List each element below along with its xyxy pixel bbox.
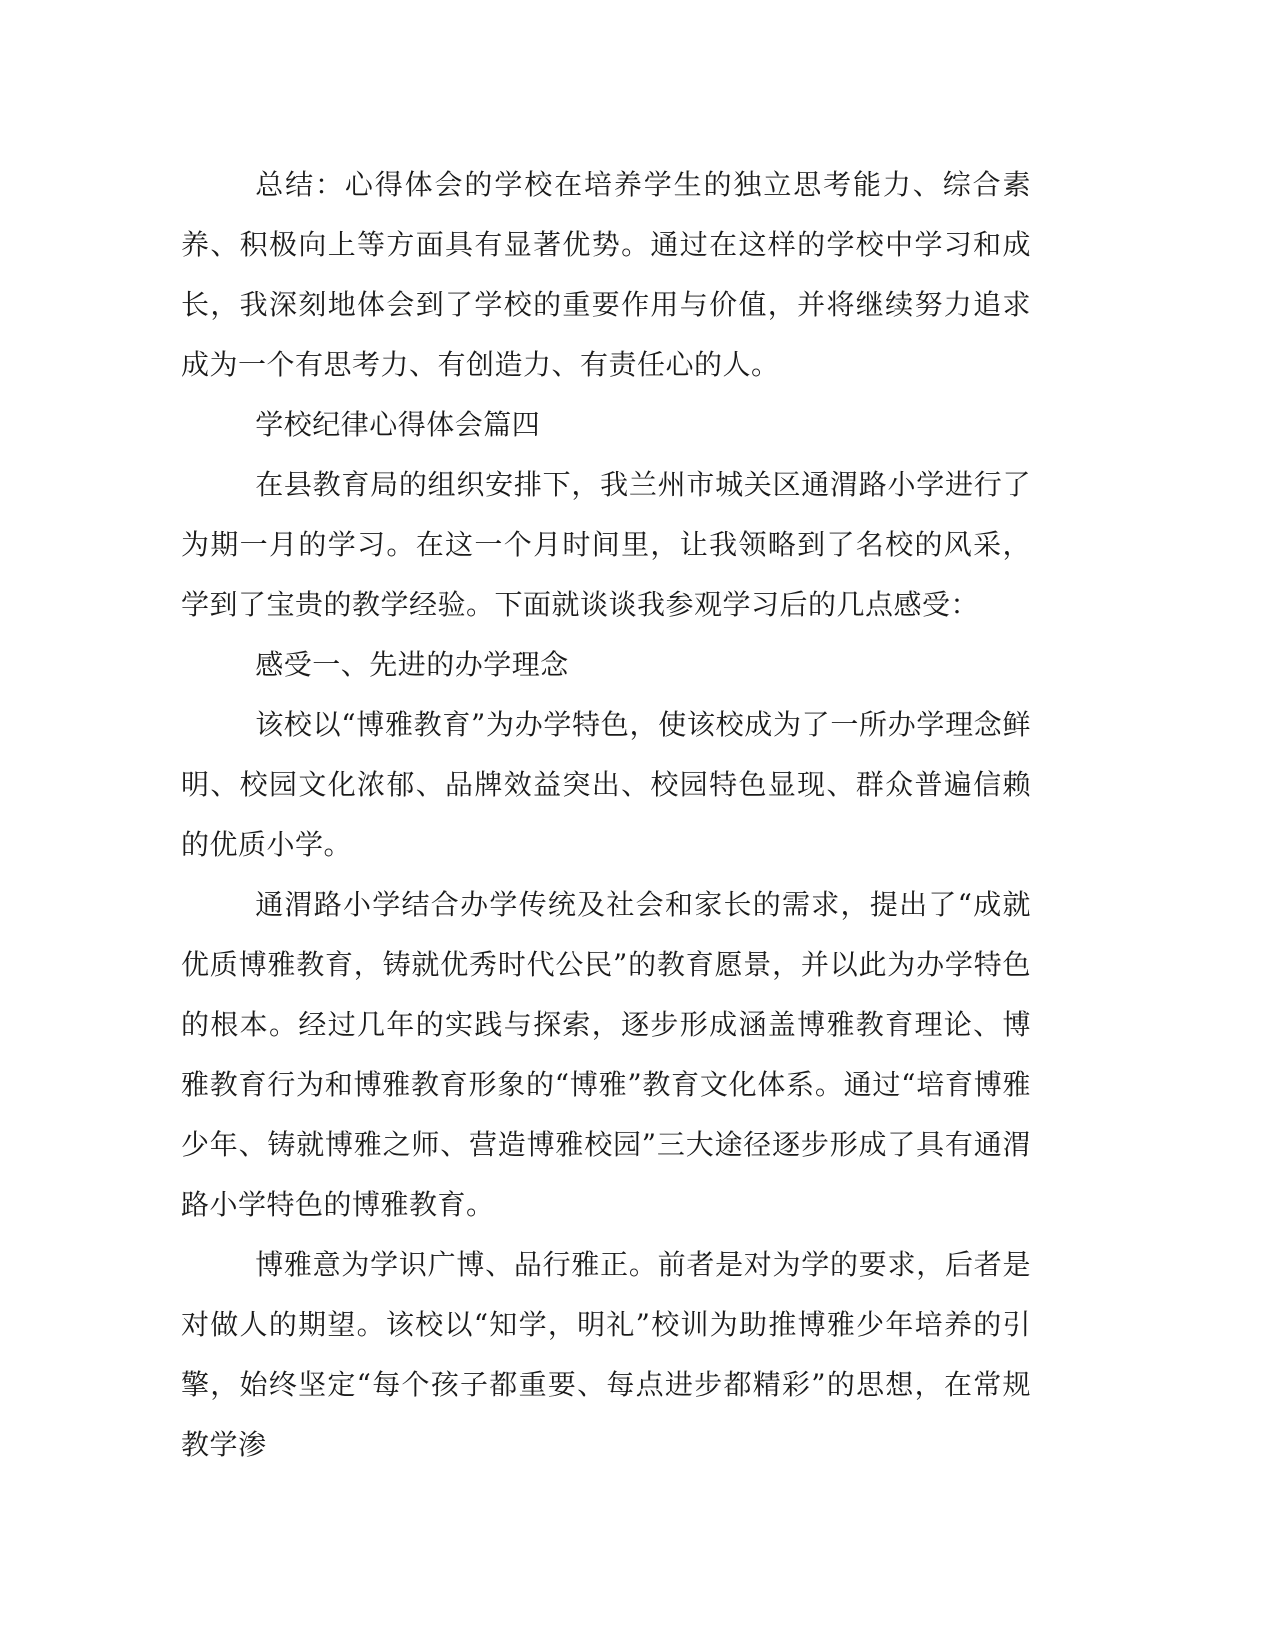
subheading-feeling-one: 感受一、先进的办学理念	[255, 648, 569, 681]
paragraph-summary: 总结：心得体会的学校在培养学生的独立思考能力、综合素养、积极向上等方面具有显著优势。通过在这样的学校中学习和成长，我深刻地体会到了学校的重要作用与价值，并将继续努力追求成为一个有思考力、有创造力、有责任心的人。	[181, 168, 1031, 381]
document-body	[181, 155, 1031, 1475]
paragraph-boya-meaning: 博雅意为学识广博、品行雅正。前者是对为学的要求，后者是对做人的期望。该校以“知学，明礼”校训为助推博雅少年培养的引擎，始终坚定“每个孩子都重要、每点进步都精彩”的思想，在常规教学渗	[181, 1248, 1031, 1461]
paragraph-study-intro: 在县教育局的组织安排下，我兰州市城关区通渭路小学进行了为期一月的学习。在这一个月时间里，让我领略到了名校的风采，学到了宝贵的教学经验。下面就谈谈我参观学习后的几点感受：	[181, 468, 1031, 621]
paragraph-school-vision: 通渭路小学结合办学传统及社会和家长的需求，提出了“成就优质博雅教育，铸就优秀时代公民”的教育愿景，并以此为办学特色的根本。经过几年的实践与探索，逐步形成涵盖博雅教育理论、博雅教育行为和博雅教育形象的“博雅”教育文化体系。通过“培育博雅少年、铸就博雅之师、营造博雅校园”三大途径逐步形成了具有通渭路小学特色的博雅教育。	[181, 888, 1031, 1221]
section-heading-part-four: 学校纪律心得体会篇四	[255, 408, 541, 441]
paragraph-boya-feature: 该校以“博雅教育”为办学特色，使该校成为了一所办学理念鲜明、校园文化浓郁、品牌效益突出、校园特色显现、群众普遍信赖的优质小学。	[181, 708, 1031, 861]
